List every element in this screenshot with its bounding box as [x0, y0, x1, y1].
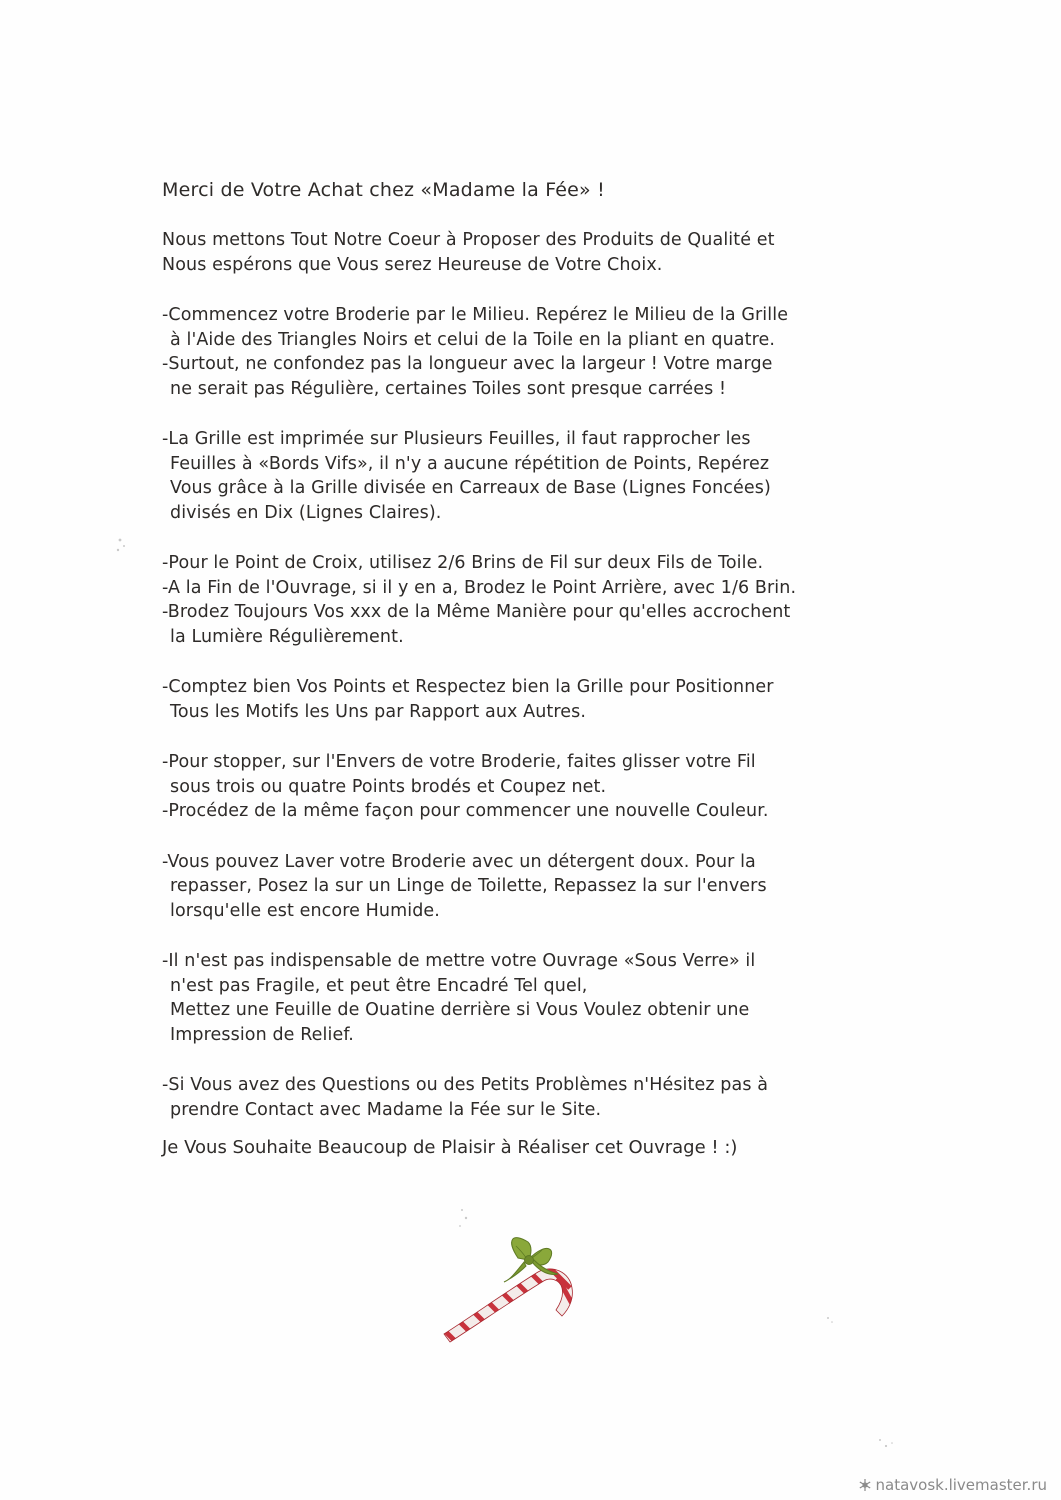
paragraph-line: -A la Fin de l'Ouvrage, si il y en a, Brodez le Point Arrière, avec 1/6 Brin.	[162, 577, 797, 598]
paragraph-line: -Brodez Toujours Vos xxx de la Même Manière pour qu'elles accrochent	[162, 602, 791, 622]
paragraph-line: -Vous pouvez Laver votre Broderie avec un détergent doux. Pour la	[162, 851, 756, 872]
paragraph-line: -Procédez de la même façon pour commencer une nouvelle Couleur.	[162, 801, 769, 821]
paragraph-line: à l'Aide des Triangles Noirs et celui de la Toile en la pliant en quatre.	[170, 329, 776, 350]
paragraph-line: ne serait pas Régulière, certaines Toiles sont presque carrées !	[170, 378, 727, 399]
letter-title: Merci de Votre Achat chez «Madame la Fée» !	[162, 179, 605, 201]
paragraph-line: Mettez une Feuille de Ouatine derrière si Vous Voulez obtenir une	[170, 1000, 750, 1020]
paragraph-line: -Il n'est pas indispensable de mettre votre Ouvrage «Sous Verre» il	[162, 951, 756, 971]
paragraph-line: repasser, Posez la sur un Linge de Toilette, Repassez la sur l'envers	[170, 876, 767, 896]
candy-cane-icon	[432, 1228, 592, 1348]
paragraph-line: -Pour le Point de Croix, utilisez 2/6 Brins de Fil sur deux Fils de Toile.	[162, 553, 764, 573]
paragraph-line: n'est pas Fragile, et peut être Encadré Tel quel,	[170, 975, 588, 996]
snowflake-icon	[858, 1478, 872, 1492]
paragraph-line: lorsqu'elle est encore Humide.	[170, 900, 440, 921]
paragraph-line: sous trois ou quatre Points brodés et Coupez net.	[170, 776, 607, 797]
paragraph-line: -Si Vous avez des Questions ou des Petits Problèmes n'Hésitez pas à	[162, 1075, 769, 1095]
watermark-text: natavosk.livemaster.ru	[875, 1476, 1047, 1494]
paragraph-line: Feuilles à «Bords Vifs», il n'y a aucune répétition de Points, Repérez	[170, 453, 770, 474]
paragraph-line: Tous les Motifs les Uns par Rapport aux Autres.	[170, 701, 587, 722]
paragraph-line: Vous grâce à la Grille divisée en Carreaux de Base (Lignes Foncées)	[170, 478, 771, 498]
paragraph-line: -Pour stopper, sur l'Envers de votre Broderie, faites glisser votre Fil	[162, 752, 756, 772]
paragraph-line: divisés en Dix (Lignes Claires).	[170, 502, 442, 523]
paragraph-line: -Comptez bien Vos Points et Respectez bien la Grille pour Positionner	[162, 677, 774, 697]
paragraph-line: Nous espérons que Vous serez Heureuse de Votre Choix.	[162, 254, 663, 275]
paragraph-line: prendre Contact avec Madame la Fée sur le Site.	[170, 1099, 602, 1120]
closing-line: Je Vous Souhaite Beaucoup de Plaisir à Réaliser cet Ouvrage ! :)	[162, 1137, 738, 1158]
paragraph-line: la Lumière Régulièrement.	[170, 626, 404, 647]
paragraph-line: Impression de Relief.	[170, 1024, 354, 1045]
watermark	[858, 1476, 1048, 1494]
paragraph-line: Nous mettons Tout Notre Coeur à Proposer des Produits de Qualité et	[162, 230, 775, 250]
paragraph-line: -Surtout, ne confondez pas la longueur avec la largeur ! Votre marge	[162, 354, 773, 374]
paragraph-line: -Commencez votre Broderie par le Milieu. Repérez le Milieu de la Grille	[162, 305, 789, 325]
paragraph-line: -La Grille est imprimée sur Plusieurs Feuilles, il faut rapprocher les	[162, 429, 751, 449]
